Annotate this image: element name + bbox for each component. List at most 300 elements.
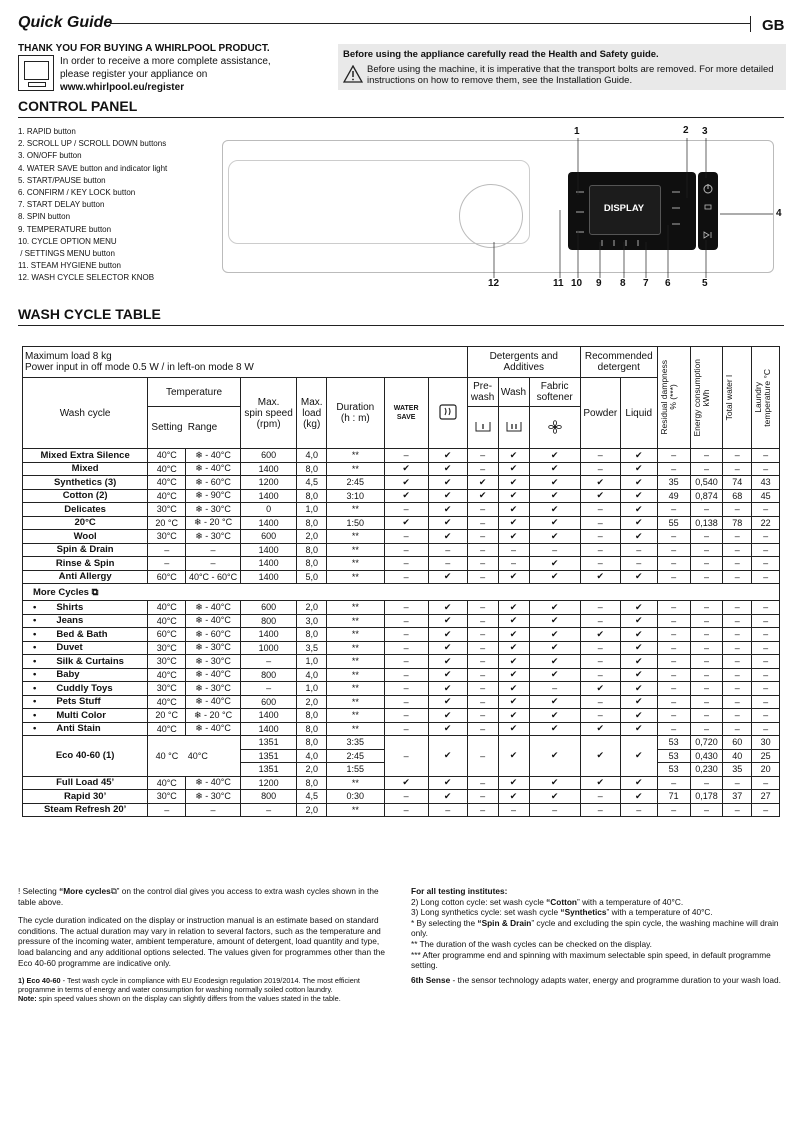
cell-lt: – [752, 530, 780, 544]
cell-check: – [580, 668, 620, 682]
wash-cycle-rule [18, 325, 784, 326]
eco-note [18, 976, 388, 994]
cell-wat: 40 [723, 749, 752, 763]
cell-spin: 600 [240, 601, 296, 615]
cell-lt: – [752, 709, 780, 723]
cell-check: ✔ [428, 601, 467, 615]
cell-dur: ** [327, 641, 384, 655]
header-row-1 [23, 347, 780, 378]
cell-check: ✔ [620, 601, 657, 615]
cell-en: – [690, 776, 723, 790]
cell-check: ✔ [620, 489, 657, 503]
cell-lt: – [752, 462, 780, 476]
notes-right [411, 886, 785, 985]
detergents-line-2: Additives [503, 362, 545, 373]
cell-en: 0,874 [690, 489, 723, 503]
cell-check: ✔ [428, 530, 467, 544]
laundry-line-2: temperature °C [762, 368, 773, 427]
cell-dur: ** [327, 668, 384, 682]
test-2-b: “Synthetics [560, 907, 607, 918]
cell-check: ✔ [498, 449, 529, 463]
wash-cycle-header: Wash cycle [23, 378, 148, 449]
cell-res: 53 [657, 749, 690, 763]
cell-spin: 1400 [240, 628, 296, 642]
eco-note-a: 1) Eco 40-60 [18, 976, 61, 986]
callout-4: 4 [776, 208, 782, 219]
cell-check: ✔ [498, 503, 529, 517]
cell-en: – [690, 449, 723, 463]
load-info-cell [23, 347, 468, 378]
more-cycles-cell [23, 584, 780, 601]
powder-header: Powder [580, 378, 620, 449]
cell-dur: ** [327, 557, 384, 571]
cell-check: ✔ [428, 695, 467, 709]
cell-range: – [186, 557, 241, 571]
cycle-name-text: Bed & Bath [56, 628, 108, 640]
cell-dur: ** [327, 695, 384, 709]
cell-check: – [384, 601, 428, 615]
cell-en: 0,430 [690, 749, 723, 763]
cell-check: – [529, 543, 580, 557]
cell-res: – [657, 722, 690, 736]
cell-check: ✔ [498, 790, 529, 804]
cell-check: – [384, 641, 428, 655]
cell-load: 4,0 [297, 668, 327, 682]
cell-wat: – [723, 503, 752, 517]
cell-wat: – [723, 722, 752, 736]
cell-res: 49 [657, 489, 690, 503]
fabric-header [529, 378, 580, 407]
cell-check: ✔ [498, 628, 529, 642]
note-p1-b: “More cycles [59, 886, 111, 896]
cycle-name [23, 628, 148, 642]
cell-check: – [467, 776, 498, 790]
cp-item: 10. CYCLE OPTION MENU [18, 236, 117, 246]
cell-check: ✔ [498, 736, 529, 777]
cell-en: – [690, 668, 723, 682]
cell-res: – [657, 641, 690, 655]
cell-spin: 1400 [240, 543, 296, 557]
star-note-3: *** After programme end and spinning with maximum selectable spin speed, in default programme setting. [411, 949, 771, 971]
more-cycles-row [23, 584, 780, 601]
wash-header: Wash [498, 378, 529, 407]
load-header [297, 378, 327, 449]
cell-check: – [384, 736, 428, 777]
cycle-name [23, 557, 148, 571]
cell-en: – [690, 462, 723, 476]
energy-line-2: kWh [700, 389, 711, 406]
cp-item: 8. SPIN button [18, 212, 71, 222]
cell-check: ✔ [620, 682, 657, 696]
cell-check: – [384, 557, 428, 571]
callout-11: 11 [553, 278, 564, 289]
table-row [23, 695, 780, 709]
bullet: • [33, 709, 37, 721]
duration-note: The cycle duration indicated on the display or instruction manual is an estimate based on standard conditions. The actual duration may vary in relation to several factors, such as the temperature and pressure of the incoming water, ambient temperature, amount of detergent, load quantity and type, load balancing and any additional options selected. The values given for programmes other than the Eco 40-60 programme are indicative only. [18, 915, 385, 968]
cell-check: ✔ [620, 503, 657, 517]
cell-res: 71 [657, 790, 690, 804]
cycle-name-text: 20°C [74, 517, 96, 529]
cell-wat: – [723, 803, 752, 817]
cell-load: 4,0 [297, 749, 327, 763]
cell-res: – [657, 682, 690, 696]
cycle-name [23, 695, 148, 709]
cell-check: ✔ [498, 722, 529, 736]
cell-check: ✔ [529, 530, 580, 544]
cell-en: – [690, 722, 723, 736]
cell-res: – [657, 614, 690, 628]
cycle-name-text: Anti Stain [56, 723, 101, 735]
cell-spin: 1400 [240, 570, 296, 584]
cycle-name [23, 489, 148, 503]
cell-res: 53 [657, 736, 690, 750]
cell-check: – [620, 543, 657, 557]
cell-set: 40°C [148, 614, 186, 628]
cell-set: 30°C [148, 503, 186, 517]
bullet: • [33, 655, 37, 667]
cell-check: – [467, 543, 498, 557]
cell-load: 2,0 [297, 601, 327, 615]
test-line-1 [411, 897, 785, 908]
test-2-c: ” with a temperature of 40°C. [606, 907, 713, 918]
cell-dur: ** [327, 530, 384, 544]
table-row [23, 682, 780, 696]
table-row [23, 503, 780, 517]
cell-check: – [580, 449, 620, 463]
test-1-c: ” with a temperature of 40°C. [577, 896, 684, 907]
cell-check: – [467, 601, 498, 615]
detergents-line-1: Detergents and [489, 351, 558, 362]
cell-check: ✔ [529, 655, 580, 669]
fabric-l1: Fabric [540, 381, 569, 393]
cell-check: – [620, 557, 657, 571]
star1-a: * By selecting the [411, 917, 478, 928]
cell-check: ✔ [620, 570, 657, 584]
cell-spin: – [240, 803, 296, 817]
cell-lt: 22 [752, 516, 780, 530]
cell-dur: 3:10 [327, 489, 384, 503]
cell-en: 0,540 [690, 476, 723, 490]
cell-res: – [657, 655, 690, 669]
cell-res: – [657, 462, 690, 476]
cell-en: – [690, 614, 723, 628]
cycle-name [23, 709, 148, 723]
table-row [23, 790, 780, 804]
cell-check: – [467, 709, 498, 723]
spin-note-b: spin speed values shown on the display can slightly differs from the values stated in the table. [36, 994, 341, 1004]
cell-check: ✔ [428, 736, 467, 777]
table-row [23, 489, 780, 503]
note-p1-a: ! Selecting [18, 886, 60, 896]
cell-set: 40°C [148, 462, 186, 476]
register-link[interactable]: www.whirlpool.eu/register [60, 82, 185, 93]
cell-spin: 1000 [240, 641, 296, 655]
cell-lt: – [752, 722, 780, 736]
cell-load: 3,5 [297, 641, 327, 655]
cell-check: – [580, 790, 620, 804]
callout-10: 10 [571, 278, 583, 289]
table-row [23, 709, 780, 723]
cell-spin: 1400 [240, 709, 296, 723]
cell-res: – [657, 628, 690, 642]
cell-spin: 1400 [240, 722, 296, 736]
cell-range: ❄ - 40°C [186, 668, 241, 682]
cp-item: 4. WATER SAVE button and indicator light [18, 163, 168, 173]
cycle-name-text: Mixed Extra Silence [40, 449, 130, 461]
cell-range: – [186, 543, 241, 557]
cell-set: – [148, 803, 186, 817]
cell-check: – [467, 736, 498, 777]
cell-check: ✔ [384, 476, 428, 490]
table-row [23, 655, 780, 669]
cell-check: ✔ [428, 790, 467, 804]
cell-check: ✔ [467, 489, 498, 503]
laundry-temp-header [752, 347, 780, 449]
cell-check: ✔ [620, 695, 657, 709]
cell-dur: ** [327, 628, 384, 642]
save-label: SAVE [396, 414, 416, 421]
prewash-l2: wash [470, 392, 495, 404]
cell-spin: 800 [240, 790, 296, 804]
cell-check: – [384, 449, 428, 463]
cell-check: ✔ [529, 736, 580, 777]
prewash-l1: Pre- [473, 381, 493, 393]
cell-set: 40°C [148, 668, 186, 682]
cell-check: ✔ [498, 682, 529, 696]
cell-dur: ** [327, 614, 384, 628]
cell-check: – [384, 668, 428, 682]
cell-load: 8,0 [297, 489, 327, 503]
cell-wat: – [723, 570, 752, 584]
cell-check: – [384, 790, 428, 804]
cell-load: 8,0 [297, 722, 327, 736]
cycle-name-text: Baby [56, 669, 80, 681]
cell-check: ✔ [529, 614, 580, 628]
cell-check: – [384, 628, 428, 642]
cell-wat: – [723, 601, 752, 615]
cell-lt: – [752, 655, 780, 669]
cell-en: 0,138 [690, 516, 723, 530]
cycle-name [23, 668, 148, 682]
cell-spin: 1351 [240, 736, 296, 750]
cell-set: – [148, 557, 186, 571]
cell-check: ✔ [580, 476, 620, 490]
cell-spin: 1351 [240, 763, 296, 777]
cycle-name: Eco 40-60 (1) [23, 736, 148, 777]
cell-load: 2,0 [297, 763, 327, 777]
cell-wat: 74 [723, 476, 752, 490]
cell-check: ✔ [620, 655, 657, 669]
callout-8: 8 [620, 278, 626, 289]
cell-res: 55 [657, 516, 690, 530]
cell-set: 30°C [148, 530, 186, 544]
cycle-name [23, 462, 148, 476]
duration-header [327, 378, 384, 449]
cell-set: 40°C [148, 449, 186, 463]
cell-check: – [529, 682, 580, 696]
cycle-name [23, 803, 148, 817]
cell-check: ✔ [529, 776, 580, 790]
control-panel-list [18, 126, 167, 285]
cycle-name [23, 476, 148, 490]
cell-check: – [580, 516, 620, 530]
cell-spin: 800 [240, 668, 296, 682]
cycle-name-text: Shirts [56, 601, 84, 613]
cycle-name-text: Pets Stuff [56, 696, 101, 708]
cell-set: 60°C [148, 628, 186, 642]
energy-line-1: Energy consumption [691, 358, 702, 437]
cell-lt: – [752, 695, 780, 709]
cell-spin: 1400 [240, 462, 296, 476]
cell-dur: 2:45 [327, 476, 384, 490]
cell-check: ✔ [620, 641, 657, 655]
cell-check: – [580, 803, 620, 817]
cycle-name [23, 449, 148, 463]
spin-header [240, 378, 296, 449]
cell-spin: 1400 [240, 516, 296, 530]
cell-res: – [657, 530, 690, 544]
cell-lt: – [752, 803, 780, 817]
cell-check: – [580, 503, 620, 517]
cell-check: ✔ [498, 462, 529, 476]
cell-dur: ** [327, 462, 384, 476]
cell-load: 2,0 [297, 530, 327, 544]
cell-check: – [384, 543, 428, 557]
more-cycles-icon: ⧉ [88, 586, 99, 598]
total-water-header [723, 347, 752, 449]
star1-b: “Spin & Drain [477, 917, 532, 928]
fabric-l2: softener [536, 392, 573, 404]
cell-check: ✔ [467, 476, 498, 490]
computer-icon [18, 55, 54, 91]
cell-dur: ** [327, 776, 384, 790]
sixth-a: 6th Sense [411, 974, 451, 985]
cycle-name-text: Rapid 30’ [64, 790, 107, 802]
cell-set: 30°C [148, 655, 186, 669]
header-rule [110, 23, 750, 24]
cell-check: ✔ [428, 503, 467, 517]
load-l1: Max. [300, 396, 323, 408]
cell-check: – [384, 682, 428, 696]
cell-check: ✔ [498, 489, 529, 503]
cp-item: / SETTINGS MENU button [18, 249, 115, 259]
cell-check: – [384, 503, 428, 517]
cell-range: ❄ - 20 °C [186, 709, 241, 723]
temperature-header: Temperature [148, 378, 241, 407]
cell-range: ❄ - 40°C [186, 695, 241, 709]
cell-range: ❄ - 30°C [186, 530, 241, 544]
water-label: WATER [393, 405, 419, 412]
cell-check: – [580, 530, 620, 544]
more-cycles-note [18, 886, 388, 907]
cell-dur: 1:55 [327, 763, 384, 777]
cell-check: ✔ [428, 722, 467, 736]
cell-dur: ** [327, 543, 384, 557]
cycle-name [23, 516, 148, 530]
steam-hygiene-icon [438, 402, 458, 422]
cell-lt: – [752, 557, 780, 571]
cell-check: ✔ [580, 489, 620, 503]
cell-check: ✔ [529, 695, 580, 709]
more-cycles-icon: ⧉ [110, 886, 117, 896]
cell-spin: 1200 [240, 476, 296, 490]
cell-check: ✔ [498, 614, 529, 628]
cell-range: ❄ - 60°C [186, 628, 241, 642]
cell-res: – [657, 557, 690, 571]
cell-wat: – [723, 543, 752, 557]
cell-range: ❄ - 20 °C [186, 516, 241, 530]
cell-check: ✔ [620, 668, 657, 682]
cell-check: ✔ [620, 476, 657, 490]
cycle-name [23, 655, 148, 669]
cell-check: ✔ [498, 668, 529, 682]
cell-check: – [384, 570, 428, 584]
cell-range: ❄ - 90°C [186, 489, 241, 503]
notes-left [18, 886, 388, 1003]
cell-check: ✔ [529, 570, 580, 584]
cell-check: – [384, 695, 428, 709]
cell-load: 1,0 [297, 655, 327, 669]
sixth-b: - the sensor technology adapts water, energy and programme duration to your wash load. [450, 974, 781, 985]
cell-en: – [690, 655, 723, 669]
max-load: Maximum load 8 kg [25, 351, 112, 362]
cell-wat: – [723, 557, 752, 571]
duration-l1: Duration [336, 402, 375, 413]
cell-range: ❄ - 40°C [186, 776, 241, 790]
cell-check: – [467, 614, 498, 628]
cell-en: – [690, 530, 723, 544]
table-row [23, 803, 780, 817]
cell-dur: ** [327, 803, 384, 817]
cell-load: 2,0 [297, 803, 327, 817]
residual-header [657, 347, 690, 449]
cell-check: – [498, 543, 529, 557]
cell-en: – [690, 601, 723, 615]
bullet: • [33, 628, 37, 640]
cp-item: 2. SCROLL UP / SCROLL DOWN buttons [18, 139, 167, 149]
cell-check: – [580, 462, 620, 476]
cell-check: ✔ [580, 682, 620, 696]
eco-note-b: - Test wash cycle in compliance with EU Ecodesign regulation 2019/2014. The most efficient programme in terms of energy and water consumption for washing normally soiled cotton laundry. [18, 976, 360, 995]
cell-wat: – [723, 655, 752, 669]
cell-wat: – [723, 530, 752, 544]
water-save-header [384, 378, 428, 449]
bullet: • [33, 615, 37, 627]
test-2-a: 3) Long synthetics cycle: set wash cycle [411, 907, 561, 918]
cell-check: ✔ [428, 628, 467, 642]
recommended-line-1: Recommended [584, 351, 653, 362]
cell-en: – [690, 695, 723, 709]
cell-check: – [580, 655, 620, 669]
star1-c: ” cycle and excluding the spin cycle, the washing machine will drain only. [411, 917, 779, 939]
cell-en: 0,178 [690, 790, 723, 804]
cell-load: 1,0 [297, 682, 327, 696]
cell-load: 4,0 [297, 449, 327, 463]
recommended-header [580, 347, 657, 378]
cell-dur: ** [327, 655, 384, 669]
cell-check: ✔ [529, 462, 580, 476]
cell-set: 40°C [148, 695, 186, 709]
table-row [23, 449, 780, 463]
cycle-name [23, 641, 148, 655]
cell-check: ✔ [428, 776, 467, 790]
cell-en: 0,230 [690, 763, 723, 777]
cell-check: – [498, 557, 529, 571]
register-line-2: please register your appliance on [60, 69, 208, 80]
cell-load: 5,0 [297, 570, 327, 584]
cell-wat: – [723, 682, 752, 696]
cell-load: 3,0 [297, 614, 327, 628]
